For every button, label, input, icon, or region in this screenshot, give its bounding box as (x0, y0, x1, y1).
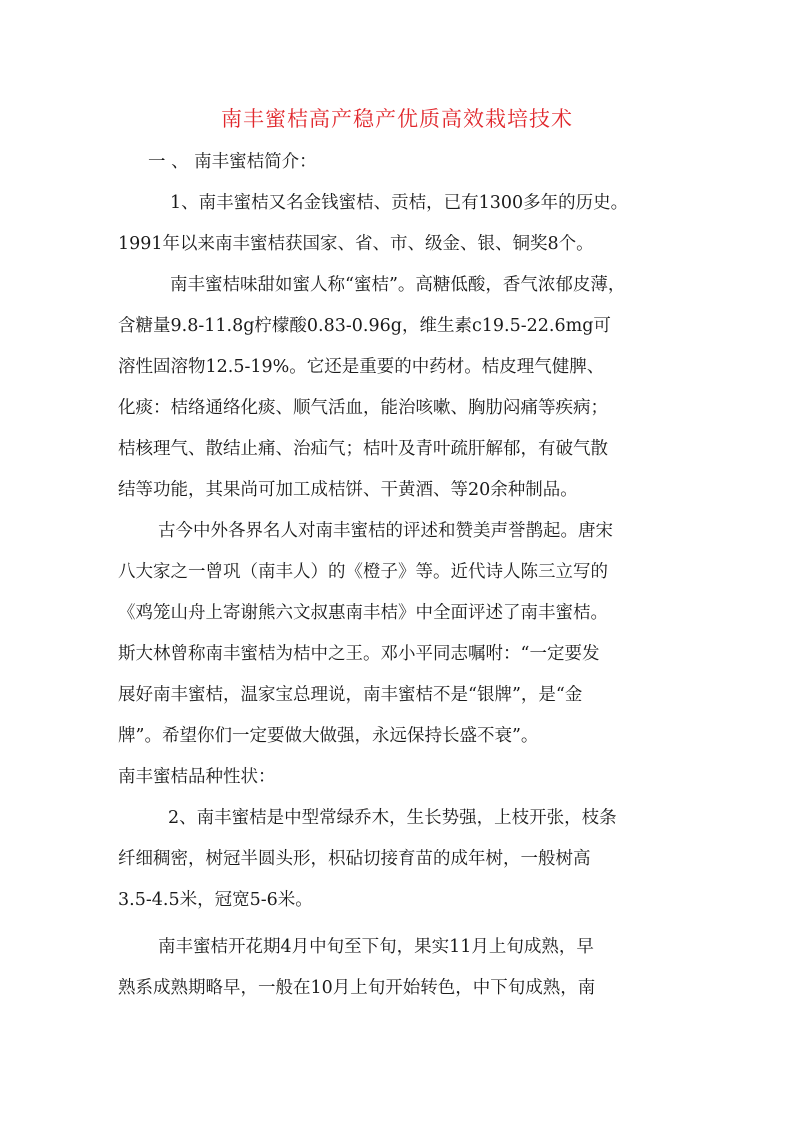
paragraph-line: 纤细稠密，树冠半圆头形，枳砧切接育苗的成年树，一般树高 (118, 849, 591, 869)
paragraph-line: 结等功能，其果尚可加工成桔饼、干黄酒、等20余种制品。 (118, 480, 578, 500)
paragraph-line: 含糖量9.8-11.8g柠檬酸0.83-0.96g，维生素c19.5-22.6mg可 (118, 316, 611, 336)
paragraph-line: 南丰蜜桔味甜如蜜人称“蜜桔”。高糖低酸，香气浓郁皮薄， (170, 275, 626, 295)
paragraph-line: 桔核理气、散结止痛、治疝气；桔叶及青叶疏肝解郁，有破气散 (118, 439, 608, 459)
document-title: 南丰蜜桔高产稳产优质高效栽培技术 (221, 107, 573, 131)
paragraph-line: 化痰：桔络通络化痰、顺气活血，能治咳嗽、胸肋闷痛等疾病； (118, 398, 608, 418)
paragraph-line: 溶性固溶物12.5-19%。它还是重要的中药材。桔皮理气健脾、 (118, 357, 605, 377)
section-heading: 一 、 南丰蜜桔简介： (148, 152, 317, 172)
paragraph-line: 八大家之一曾巩（南丰人）的《橙子》等。近代诗人陈三立写的 (118, 562, 608, 582)
paragraph-line: 3.5-4.5米，冠宽5-6米。 (118, 890, 313, 910)
paragraph-line: 牌”。希望你们一定要做大做强，永远保持长盛不衰”。 (118, 726, 539, 746)
paragraph-line: 熟系成熟期略早，一般在10月上旬开始转色，中下旬成熟，南 (118, 978, 596, 998)
paragraph-line: 1、南丰蜜桔又名金钱蜜桔、贡桔，已有1300多年的历史。 (170, 193, 629, 213)
paragraph-line: 斯大林曾称南丰蜜桔为桔中之王。邓小平同志嘱咐：“一定要发 (118, 644, 600, 664)
section-heading: 南丰蜜桔品种性状： (118, 767, 276, 787)
paragraph-line: 古今中外各界名人对南丰蜜桔的评述和赞美声誉鹊起。唐宋 (158, 521, 613, 541)
paragraph-line: 1991年以来南丰蜜桔获国家、省、市、级金、银、铜奖8个。 (118, 234, 594, 254)
paragraph-line: 《鸡笼山舟上寄谢熊六文叔惠南丰桔》中全面评述了南丰蜜桔。 (118, 603, 608, 623)
paragraph-line: 南丰蜜桔开花期4月中旬至下旬，果实11月上旬成熟，早 (158, 937, 594, 957)
paragraph-line: 2、南丰蜜桔是中型常绿乔木，生长势强，上枝开张，枝条 (168, 808, 617, 828)
paragraph-line: 展好南丰蜜桔，温家宝总理说，南丰蜜桔不是“银牌”，是“金 (118, 685, 583, 705)
